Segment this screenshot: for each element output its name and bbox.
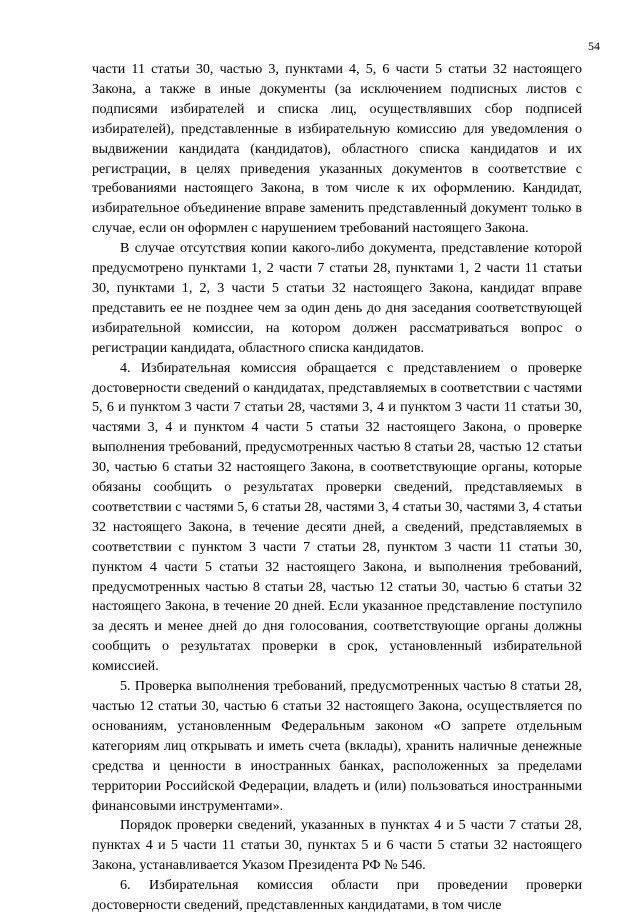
page-number: 54 bbox=[588, 39, 600, 53]
paragraph-item-4: 4. Избирательная комиссия обращается с представлением о проверке достоверности сведений о кандидатах, представляемых в соответствии с частями 5, 6 и пунктом 3 части 7 статьи 28, частями 3, 4 и пунктом 3 части 11 статьи 30, частями 3, 4 и пунктом 4 части 5 статьи 32 настоящего Закона, о проверке выполнения требований, предусмотренных частью 8 статьи 28, частью 12 статьи 30, частью 6 статьи 32 настоящего Закона, в соответствующие органы, которые обязаны сообщить о результатах проверки сведений, представляемых в соответствии с частями 5, 6 статьи 28, частями 3, 4 статьи 30, частями 3, 4 статьи 32 настоящего Закона, в течение десяти дней, а сведений, представляемых в соответствии с пунктом 3 части 7 статьи 28, пунктом 3 части 11 статьи 30, пунктом 4 части 5 статьи 32 настоящего Закона, и выполнения требований, предусмотренных частью 8 статьи 28, частью 12 статьи 30, частью 6 статьи 32 настоящего Закона, в течение 20 дней. Если указанное представление поступило за десять и менее дней до дня голосования, соответствующие органы должны сообщить о результатах проверки в срок, установленный избирательной комиссией. bbox=[92, 359, 582, 675]
page-body bbox=[92, 60, 582, 916]
paragraph-continuation: части 11 статьи 30, частью 3, пунктами 4, 5, 6 части 5 статьи 32 настоящего Закона, а также в иные документы (за исключением подписных листов с подписями избирателей и списка лиц, осуществлявших сбор подписей избирателей), представленные в избирательную комиссию для уведомления о выдвижении кандидата (кандидатов), областного списка кандидатов и их регистрации, в целях приведения указанных документов в соответствие с требованиями настоящего Закона, в том числе к их оформлению. Кандидат, избирательное объединение вправе заменить представленный документ только в случае, если он оформлен с нарушением требований настоящего Закона. bbox=[92, 61, 582, 237]
paragraph-missing-copy: В случае отсутствия копии какого-либо документа, представление которой предусмотрено пунктами 1, 2 части 7 статьи 28, пунктами 1, 2 части 11 статьи 30, пунктами 1, 2, 3 части 5 статьи 32 настоящего Закона, кандидат вправе представить ее не позднее чем за один день до дня заседания соответствующей избирательной комиссии, на котором должен рассматриваться вопрос о регистрации кандидата, областного списка кандидатов. bbox=[92, 240, 582, 356]
paragraph-verification-procedure: Порядок проверки сведений, указанных в пунктах 4 и 5 части 7 статьи 28, пунктах 4 и 5 части 11 статьи 30, пунктах 5 и 6 части 5 статьи 32 настоящего Закона, устанавливается Указом Президента РФ № 546. bbox=[92, 817, 582, 874]
paragraph-item-5: 5. Проверка выполнения требований, предусмотренных частью 8 статьи 28, частью 12 статьи 30, частью 6 статьи 32 настоящего Закона, осуществляется по основаниям, установленным Федеральным законом «О запрете отдельным категориям лиц открывать и иметь счета (вклады), хранить наличные денежные средства и ценности в иностранных банках, расположенных за пределами территории Российской Федерации, владеть и (или) пользоваться иностранными финансовыми инструментами». bbox=[92, 678, 582, 814]
paragraph-item-6: 6. Избирательная комиссия области при проведении проверки достоверности сведений, представленных кандидатами, в том числе bbox=[92, 877, 582, 914]
